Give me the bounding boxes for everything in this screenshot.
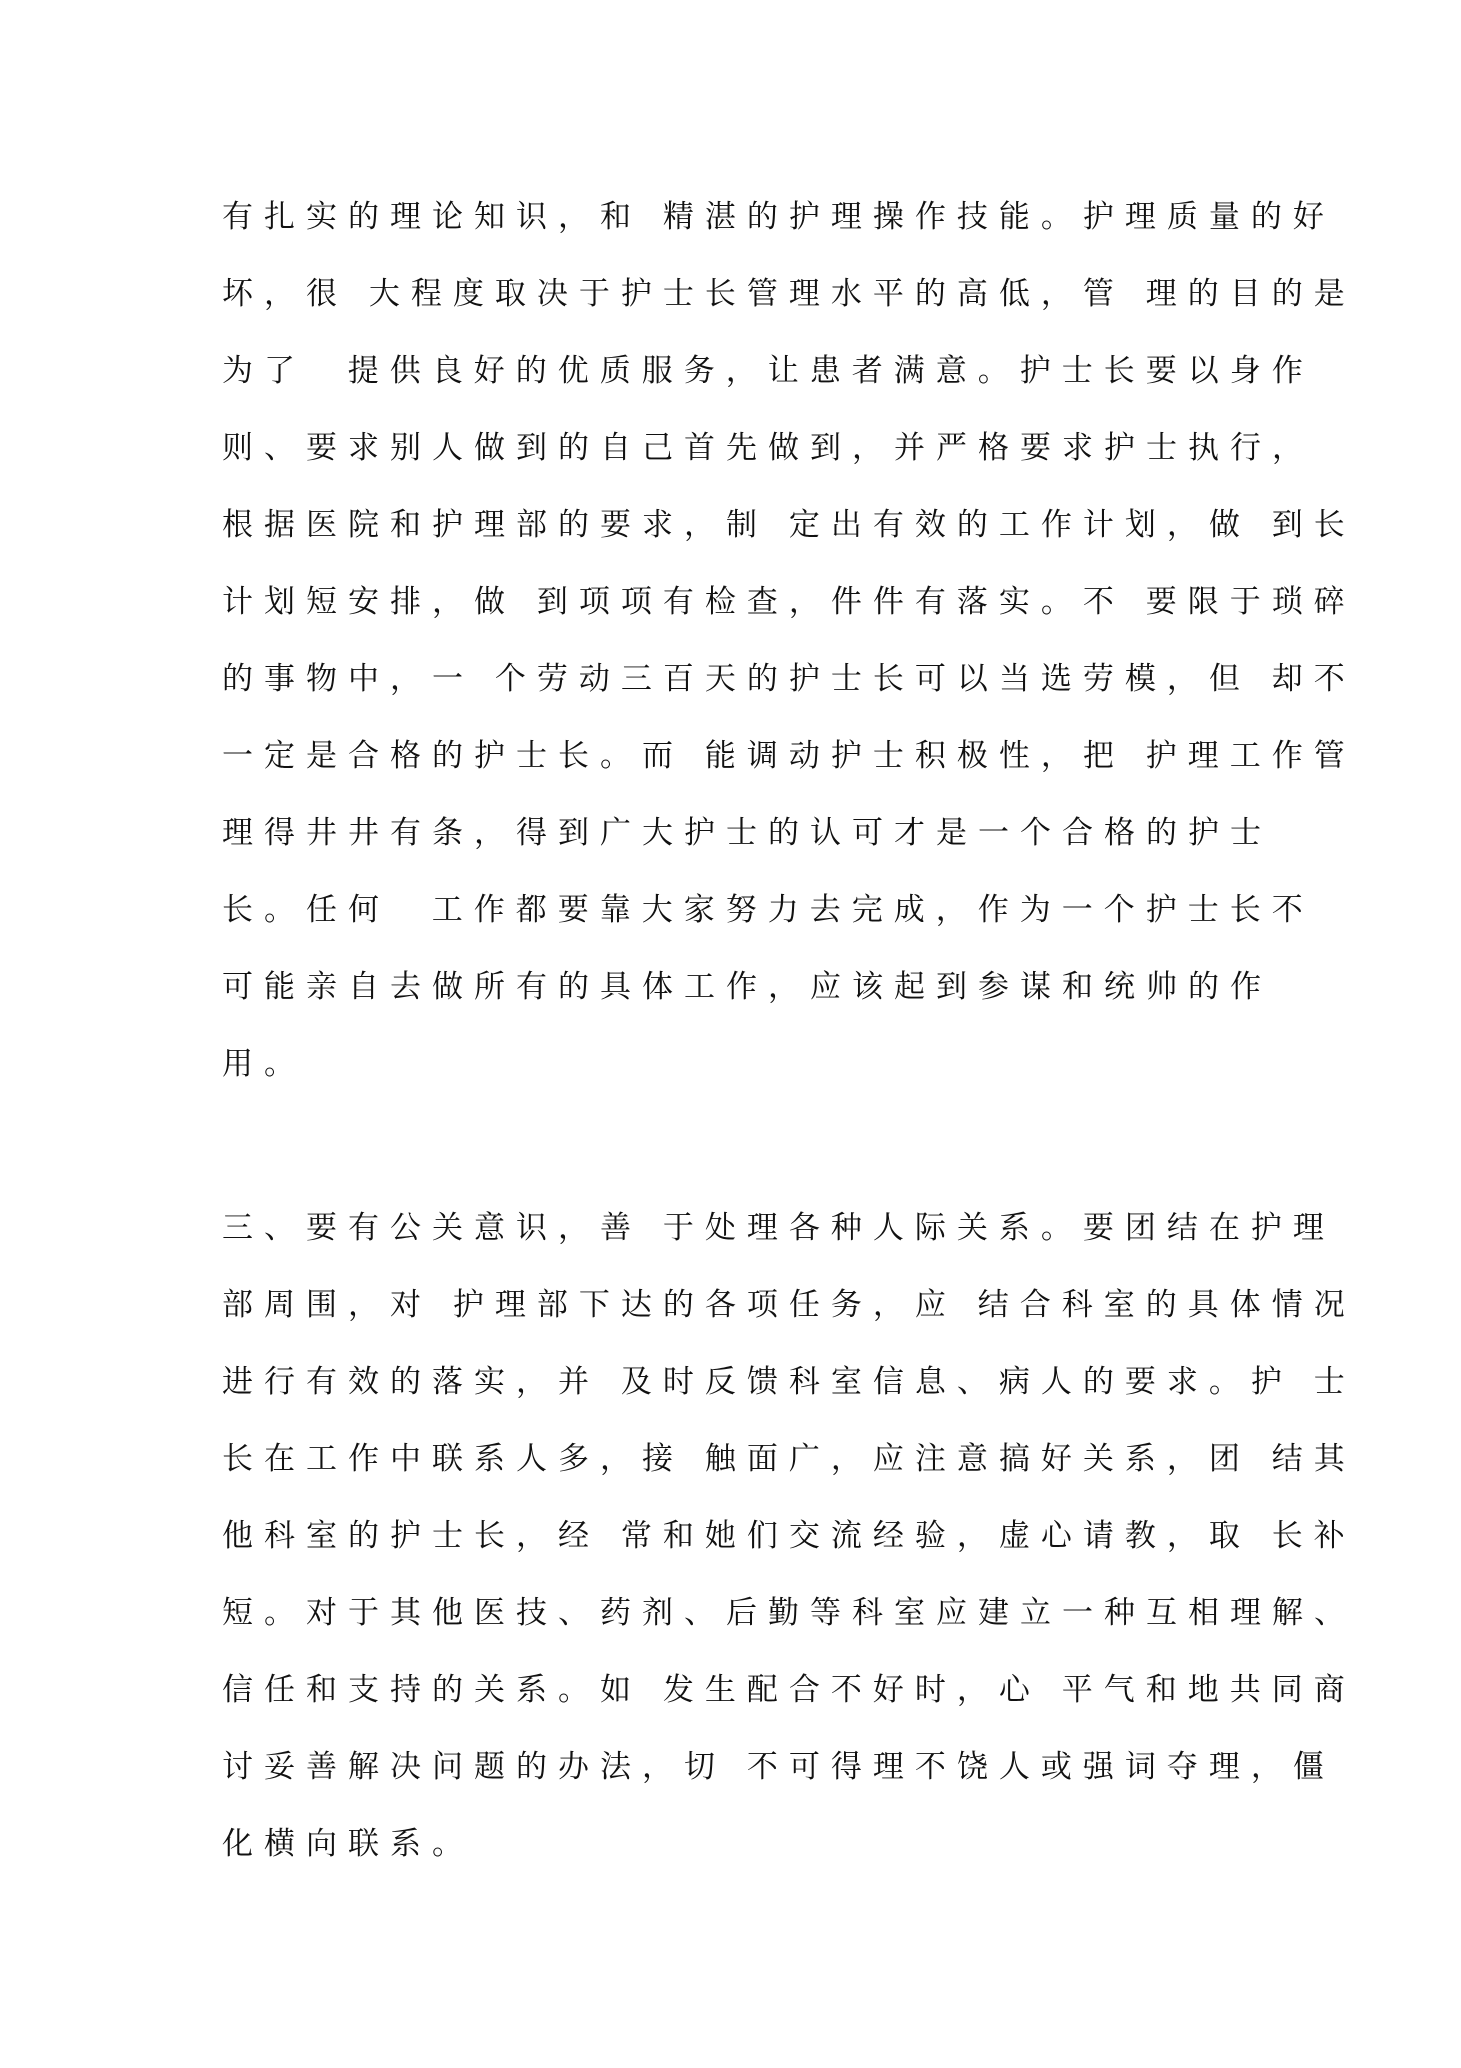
text-line: 根据医院和护理部的要求，制 定出有效的工作计划，做 到长 (222, 507, 1356, 543)
text-line: 有扎实的理论知识，和 精湛的护理操作技能。护理质量的好 (222, 199, 1335, 235)
text-line: 三、要有公关意识，善 于处理各种人际关系。要团结在护理 (222, 1210, 1335, 1246)
text-line: 用。 (222, 1046, 306, 1082)
text-line: 长。任何 工作都要靠大家努力去完成，作为一个护士长不 (222, 892, 1314, 928)
text-line: 一定是合格的护士长。而 能调动护士积极性，把 护理工作管 (222, 738, 1356, 774)
text-line: 的事物中，一 个劳动三百天的护士长可以当选劳模，但 却不 (222, 661, 1356, 697)
text-line: 理得井井有条，得到广大护士的认可才是一个合格的护士 (222, 815, 1272, 851)
text-line: 坏，很 大程度取决于护士长管理水平的高低，管 理的目的是 (222, 276, 1356, 312)
text-line: 则、要求别人做到的自己首先做到，并严格要求护士执行， (222, 430, 1314, 466)
text-line: 可能亲自去做所有的具体工作，应该起到参谋和统帅的作 (222, 969, 1272, 1005)
text-line: 短。对于其他医技、药剂、后勤等科室应建立一种互相理解、 (222, 1595, 1356, 1631)
text-line: 化横向联系。 (222, 1826, 474, 1862)
text-line: 长在工作中联系人多，接 触面广，应注意搞好关系，团 结其 (222, 1441, 1356, 1477)
text-line: 为了 提供良好的优质服务，让患者满意。护士长要以身作 (222, 353, 1314, 389)
text-line: 讨妥善解决问题的办法，切 不可得理不饶人或强词夺理，僵 (222, 1749, 1335, 1785)
text-line: 计划短安排，做 到项项有检查，件件有落实。不 要限于琐碎 (222, 584, 1356, 620)
text-line: 信任和支持的关系。如 发生配合不好时，心 平气和地共同商 (222, 1672, 1356, 1708)
text-line: 部周围，对 护理部下达的各项任务，应 结合科室的具体情况 (222, 1287, 1356, 1323)
text-line: 进行有效的落实，并 及时反馈科室信息、病人的要求。护 士 (222, 1364, 1356, 1400)
text-line: 他科室的护士长，经 常和她们交流经验，虚心请教，取 长补 (222, 1518, 1356, 1554)
